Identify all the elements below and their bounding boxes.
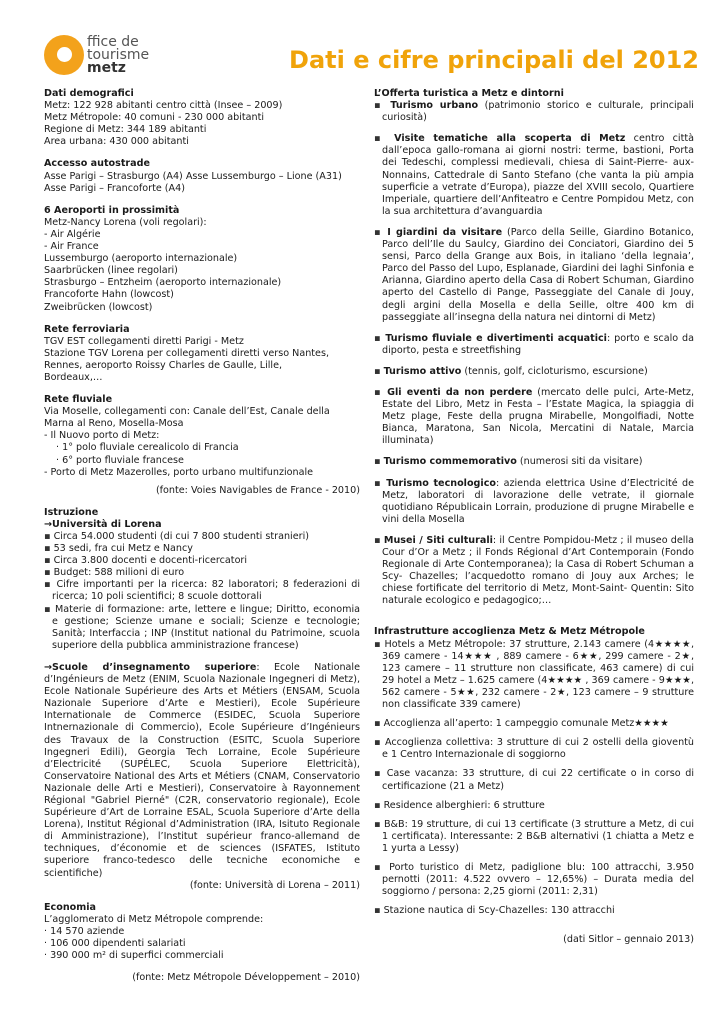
rail-line: Stazione TGV Lorena per collegamenti diretti verso Nantes, xyxy=(44,347,329,359)
demographics-heading: Dati demografici xyxy=(44,88,134,99)
river-line: · 6° porto fluviale francese xyxy=(56,454,184,466)
tourism-offer-item: ▪ Visite tematiche alla scoperta di Metz centro città dall’epoca gallo-romana ai giorni nostri: terme, bastioni, Porta dei Tedeschi, complessi medievali, chiesa di Saint-Pierre- aux-Nonnains, Cattedrale di Santo Stefano (che vanta la più ampia superficie a vetrate d’Europa), piazze del XVIII secolo, Quartiere Imperiale, quartiere dell’Anfiteatro e Centre Pompidou Metz, con la sua architettura d’avanguardia xyxy=(374,133,694,217)
demographics-line: Area urbana: 430 000 abitanti xyxy=(44,136,189,148)
tourism-offer-item: ▪ Musei / Siti culturali: il Centre Pompidou-Metz ; il museo della Cour d’Or a Metz ; il Fonds Régional d’Art Contemporain (Fondo Regionale di Arte Contemporanea); la Casa di Robert Schuman a Scy- Chazelles; l’acquedotto romano di Jouy aux Arches; le chiese fortificate del territorio di Metz, Mont-Saint- Quentin: Sito naturale ecologico e pedagogico;… xyxy=(374,534,694,607)
schools-source: (fonte: Università di Lorena – 2011) xyxy=(189,879,360,891)
rail-heading: Rete ferroviaria xyxy=(44,323,130,335)
infrastructure-source: (dati Sitlor – gennaio 2013) xyxy=(563,934,694,946)
education-item: ▪ 53 sedi, fra cui Metz e Nancy xyxy=(44,543,193,555)
economy-line: L’agglomerato di Metz Métropole comprende: xyxy=(44,913,264,925)
infrastructure-item: ▪ Case vacanza: 33 strutture, di cui 22 certificate o in corso di certificazione (21 a Metz) xyxy=(374,768,694,792)
infrastructure-item: ▪ Hotels a Metz Métropole: 37 strutture, 2.143 camere (4★★★★, 369 camere - 14★★★ , 889 camere - 6★★, 299 camere - 2★, 123 camere – 11 strutture non classificate, 463 camere) di cui 29 hotel a Metz – 1.625 camere (4★★★★ , 369 camere - 9★★★, 562 camere - 5★★, 232 camere - 2★, 123 camere – 9 strutture non classificate 339 camere) xyxy=(374,638,694,711)
education-item: ▪ Cifre importanti per la ricerca: 82 laboratori; 8 federazioni di ricerca; 10 poli scientifici; 8 scuole dottorali xyxy=(44,579,360,603)
page-title: Dati e cifre principali del 2012 xyxy=(289,46,699,74)
rail-line: Bordeaux,… xyxy=(44,371,103,383)
left-column xyxy=(44,88,360,984)
infrastructure-item: ▪ Stazione nautica di Scy-Chazelles: 130 attracchi xyxy=(374,905,615,917)
economy-line: · 390 000 m² di superfici commerciali xyxy=(44,950,224,962)
demographics-line: Regione di Metz: 344 189 abitanti xyxy=(44,124,207,136)
infrastructure-heading: Infrastrutture accoglienza Metz & Metz Métropole xyxy=(374,626,645,638)
education-item: ▪ Budget: 588 milioni di euro xyxy=(44,567,185,579)
office-de-tourisme-logo[interactable] xyxy=(40,33,180,83)
airport-line: Lussemburgo (aeroporto internazionale) xyxy=(44,253,238,265)
infrastructure-item: ▪ B&B: 19 strutture, di cui 13 certificate (3 strutture a Metz, di cui 1 certificata). Interessante: 2 B&B alternativi (1 chiatta a Metz e 1 yurta a Lessy) xyxy=(374,818,694,854)
river-heading: Rete fluviale xyxy=(44,394,113,406)
tourism-offer-item: ▪ Turismo fluviale e divertimenti acquatici: porto e scalo da diporto, pesta e streetfishing xyxy=(374,332,695,356)
airport-line: Metz-Nancy Lorena (voli regolari): xyxy=(44,216,207,228)
rail-line: TGV EST collegamenti diretti Parigi - Metz xyxy=(44,335,244,347)
river-line: Via Moselle, collegamenti con: Canale dell’Est, Canale della xyxy=(44,406,330,418)
higher-schools-lead: →Scuole d’insegnamento superiore xyxy=(44,661,257,673)
tourism-offer-item: ▪ Turismo commemorativo (numerosi siti da visitare) xyxy=(374,456,643,468)
highways-heading: Accesso autostrade xyxy=(44,158,151,170)
infrastructure-list xyxy=(374,639,694,918)
airport-line: Saarbrücken (linee regolari) xyxy=(44,265,178,277)
tourism-offer-item: ▪ Turismo tecnologico: azienda elettrica Usine d’Electricité de Metz, laboratori di lavorazione delle vetrate, il giornale quotidiano Républicain Lorrain, produzione di prugne Mirabelle e vini della Mosella xyxy=(374,477,695,525)
education-item: ▪ Circa 54.000 studenti (di cui 7 800 studenti stranieri) xyxy=(44,531,309,542)
airport-line: Zweibrücken (lowcost) xyxy=(44,301,153,313)
river-line: Marna al Reno, Mosella-Mosa xyxy=(44,418,184,430)
river-line: · 1° polo fluviale cerealicolo di Francia xyxy=(56,442,239,454)
logo-o-mark xyxy=(44,35,84,75)
airport-line: - Air France xyxy=(44,241,99,253)
economy-source: (fonte: Metz Métropole Développement – 2010) xyxy=(132,972,360,984)
higher-schools-text: : Ecole Nationale d’Ingénieurs de Metz (ENIM, Scuola Nazionale Ingegneri di Metz), Ecole Nationale Supérieure des Arts et Métiers (ENSAM, Scuola Nazionale Superiore d’Arte e Mestieri), Ecole Supérieure Internationale de Commerce (ESIDEC, Scuola Superiore Intnernazionale di Commercio), Ecole Supérieure d’Ingénieurs des Travaux de la Construction (ESITC, Scuola Superiore Ingegneri Edili), Georgia Tech Lorraine, Ecole Supérieure d’Electricité (SUPÉLEC, Scuola Superiore Elettricità), Conservatoire National des Arts et Métiers (CNAM, Conservatorio Nazionale delle Arti e Mestieri), Conservatoire à Rayonnement Régional "Gabriel Pierné" (C2R, conservatorio regionale), Ecole Supérieure d’Art de Lorraine ESAL, Scuola Superiore d’Arte della Lorena), Institut Régional d’Administration (IRA, Isituto Regionale di Amministrazione), l’Institut supérieur franco-allemand de techniques, d’économie et de sciences (ISFATES, Istituto superiore franco-tedesco delle tecniche economiche e scientifiche) xyxy=(44,661,360,879)
tourism-offer-item: ▪ Turismo urbano (patrimonio storico e culturale, principali curiosità) xyxy=(374,100,694,124)
demographics-list xyxy=(44,100,360,148)
infrastructure-item: ▪ Residence alberghieri: 6 strutture xyxy=(374,799,545,811)
airport-line: Francoforte Hahn (lowcost) xyxy=(44,289,174,301)
airport-line: Strasburgo – Entzheim (aeroporto internazionale) xyxy=(44,277,282,289)
higher-schools-paragraph xyxy=(44,662,360,880)
education-item: ▪ Materie di formazione: arte, lettere e lingue; Diritto, economia e gestione; Scienze umane e sociali; Scienze e tecnologie; Sanità; Interfaccia ; INP (Institut national du Patrimoine, scuola superiore della pubblica amministrazione francese) xyxy=(44,603,360,651)
economy-line: · 106 000 dipendenti salariati xyxy=(44,938,186,949)
tourism-offer-item: ▪ Turismo attivo (tennis, golf, cicloturismo, escursione) xyxy=(374,365,648,377)
airports-heading: 6 Aeroporti in prossimità xyxy=(44,204,180,216)
infrastructure-item: ▪ Accoglienza collettiva: 3 strutture di cui 2 ostelli della gioventù e 1 Centro Internazionale di soggiorno xyxy=(374,737,694,761)
highway-line: Asse Parigi – Francoforte (A4) xyxy=(44,182,185,194)
river-line: - Il Nuovo porto di Metz: xyxy=(44,430,160,442)
demographics-line: Metz: 122 928 abitanti centro città (Insee – 2009) xyxy=(44,100,283,112)
river-line: - Porto di Metz Mazerolles, porto urbano multifunzionale xyxy=(44,466,314,478)
rail-line: Rennes, aeroporto Roissy Charles de Gaulle, Lille, xyxy=(44,359,283,371)
infrastructure-item: ▪ Accoglienza all’aperto: 1 campeggio comunale Metz★★★★ xyxy=(374,718,669,730)
logo-line-2: tourisme xyxy=(87,47,150,63)
education-heading: Istruzione xyxy=(44,506,99,518)
logo-line-1: ffice de xyxy=(87,34,139,50)
tourism-offer-item: ▪ I giardini da visitare (Parco della Seille, Giardino Botanico, Parco dell’Ile du Saulcy, Giardino dei Conciatori, Giardino dei 5 sensi, Parco della Grange aux Bois, in italiano ‘della legnaia’, Parco del Passo del Lupo, Esplanade, Giardini dei laghi Sinfonia e Arianna, Giardino aperto della Casa di Robert Schuman, Giardino aperto del Castello di Pange, Passeggiate del Canale di Jouy, degli argini della Mosella e della Seille, oltre 400 km di passeggiate all’insegna della natura nei dintorni di Metz) xyxy=(374,226,694,323)
highway-line: Asse Parigi – Strasburgo (A4) Asse Lussemburgo – Lione (A31) xyxy=(44,170,342,182)
economy-line: · 14 570 aziende xyxy=(44,925,125,937)
right-column xyxy=(374,88,694,946)
demographics-line: Metz Métropole: 40 comuni - 230 000 abitanti xyxy=(44,112,265,124)
university-subheading: →Università di Lorena xyxy=(44,518,162,530)
tourism-offer-heading: L’Offerta turistica a Metz e dintorni xyxy=(374,88,564,99)
infrastructure-item: ▪ Porto turistico di Metz, padiglione blu: 100 attracchi, 3.950 pernotti (2011: 4.522 ovvero – 12,65%) – Durata media del soggiorno / persona: 2,25 giorni (2011: 2,31) xyxy=(374,861,694,898)
logo-wordmark xyxy=(87,36,149,75)
tourism-offer-item: ▪ Gli eventi da non perdere (mercato delle pulci, Arte-Metz, Estate del Libro, Metz in Festa – l’Estate Magica, la spiaggia di Metz plage, Feste della prugna Mirabelle, Mongolfiadi, Notte Bianca, Maratona, San Nicola, Mercatini di Natale, Marcia illuminata) xyxy=(374,386,694,447)
river-source: (fonte: Voies Navigables de France - 2010) xyxy=(155,484,360,496)
airport-line: - Air Algérie xyxy=(44,228,101,240)
tourism-offer-list xyxy=(374,100,694,607)
economy-heading: Economia xyxy=(44,901,97,913)
education-item: ▪ Circa 3.800 docenti e docenti-ricercatori xyxy=(44,555,248,567)
logo-line-3: metz xyxy=(87,60,126,76)
